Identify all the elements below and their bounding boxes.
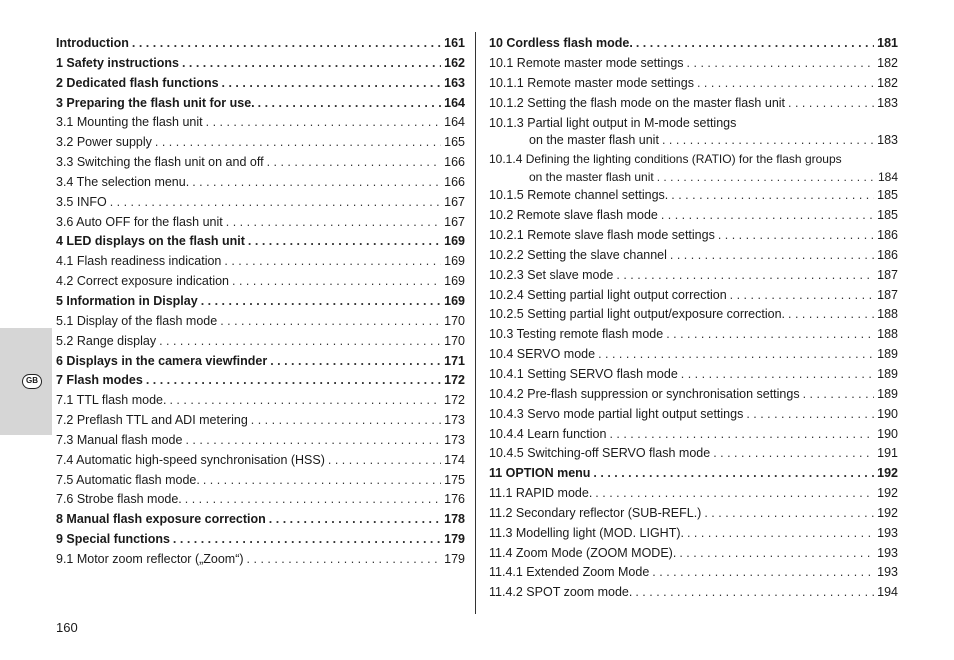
toc-entry[interactable] [56, 530, 465, 550]
toc-entry[interactable] [56, 431, 465, 451]
leader-dots [598, 345, 874, 365]
toc-entry-page: 173 [444, 432, 465, 447]
toc-entry[interactable] [489, 444, 898, 464]
toc-entry[interactable] [489, 484, 898, 504]
toc-entry-page: 189 [877, 386, 898, 401]
leader-dots [635, 583, 874, 603]
leader-dots [248, 232, 441, 252]
leader-dots [595, 484, 874, 504]
leader-dots [681, 365, 874, 385]
toc-entry-title: 7.2 Preflash TTL and ADI metering [56, 413, 248, 428]
toc-entry-page: 161 [444, 36, 465, 50]
leader-dots [788, 305, 874, 325]
leader-dots [713, 444, 874, 464]
leader-dots [730, 286, 874, 306]
toc-entry-title: 8 Manual flash exposure correction [56, 512, 266, 527]
toc-entry[interactable] [56, 391, 465, 411]
toc-entry[interactable] [56, 451, 465, 471]
toc-entry[interactable] [489, 365, 898, 385]
toc-entry-page: 186 [877, 228, 898, 243]
toc-entry-title: 9 Special functions [56, 532, 170, 547]
toc-entry-page: 188 [877, 327, 898, 342]
toc-entry-page: 187 [877, 267, 898, 282]
leader-dots [201, 292, 441, 312]
leader-dots [182, 54, 441, 74]
toc-entry[interactable] [56, 312, 465, 332]
toc-entry-title: 9.1 Motor zoom reflector („Zoom“) [56, 551, 244, 566]
toc-entry-title: 3.2 Power supply [56, 135, 152, 150]
toc-entry-page: 192 [877, 505, 898, 520]
toc-entry-page: 186 [877, 247, 898, 262]
leader-dots [110, 193, 441, 213]
toc-entry-title: 11.1 RAPID mode. [489, 486, 593, 501]
toc-entry-page: 176 [444, 492, 465, 507]
toc-entry-page: 171 [444, 353, 465, 368]
leader-dots [652, 563, 874, 583]
leader-dots [267, 153, 442, 173]
toc-entry-page: 184 [877, 170, 898, 185]
leader-dots [203, 471, 441, 491]
leader-dots [679, 544, 874, 564]
toc-entry-title: 10.1.2 Setting the flash mode on the master flash unit [489, 95, 786, 110]
toc-entry-title: Introduction [56, 36, 129, 50]
toc-entry-page: 193 [877, 565, 898, 580]
toc-entry-title: 10 Cordless flash mode. [489, 36, 633, 50]
leader-dots [746, 405, 874, 425]
toc-entry-page: 189 [877, 347, 898, 362]
toc-entry-title: 10.4 SERVO mode [489, 347, 596, 362]
leader-dots [657, 168, 875, 186]
toc-entry-page: 164 [444, 115, 465, 130]
toc-entry[interactable] [56, 550, 465, 570]
toc-entry-title: 5 Information in Display [56, 293, 198, 308]
toc-entry[interactable] [489, 54, 898, 74]
toc-entry-title: 7 Flash modes [56, 373, 143, 388]
toc-entry-page: 169 [444, 274, 465, 289]
leader-dots [222, 74, 442, 94]
toc-entry[interactable] [56, 213, 465, 233]
toc-entry-title: 6 Displays in the camera viewfinder [56, 353, 268, 368]
toc-entry[interactable] [489, 405, 898, 425]
toc-entry[interactable] [489, 524, 898, 544]
toc-entry[interactable] [56, 54, 465, 74]
leader-dots [636, 34, 874, 54]
toc-entry-page: 162 [444, 55, 465, 70]
leader-dots [185, 431, 441, 451]
toc-entry[interactable] [56, 94, 465, 114]
leader-dots [269, 510, 441, 530]
toc-entry[interactable] [56, 173, 465, 193]
toc-entry[interactable] [489, 385, 898, 405]
toc-entry-page: 179 [444, 551, 465, 566]
toc-entry[interactable] [56, 510, 465, 530]
leader-dots [328, 451, 441, 471]
toc-entry[interactable] [56, 332, 465, 352]
leader-dots [251, 411, 441, 431]
toc-entry-page: 179 [444, 532, 465, 547]
toc-entry-title: 4.2 Correct exposure indication [56, 274, 230, 289]
toc-entry-title: 4.1 Flash readiness indication [56, 254, 222, 269]
toc-entry-page: 187 [877, 287, 898, 302]
toc-entry[interactable] [489, 266, 898, 286]
toc-entry[interactable] [489, 544, 898, 564]
leader-dots [704, 504, 874, 524]
toc-entry-page: 166 [444, 155, 465, 170]
toc-entry-title-cont: on the master flash unit [529, 170, 654, 185]
toc-entry-page: 190 [877, 406, 898, 421]
toc-entry[interactable] [56, 490, 465, 510]
toc-entry-title: 7.3 Manual flash mode [56, 432, 183, 447]
toc-entry-title: 11 OPTION menu [489, 466, 591, 481]
toc-entry[interactable] [56, 232, 465, 252]
leader-dots [159, 332, 441, 352]
toc-entry-title: 5.2 Range display [56, 333, 157, 348]
toc-entry-title: 10.1.5 Remote channel settings. [489, 188, 669, 203]
toc-entry[interactable] [56, 371, 465, 391]
toc-entry-title: 3.6 Auto OFF for the flash unit [56, 214, 223, 229]
toc-entry-title: 10.1.1 Remote master mode settings [489, 75, 694, 90]
toc-entry[interactable] [489, 425, 898, 445]
toc-entry-page: 182 [877, 55, 898, 70]
toc-entry-title: 2 Dedicated flash functions [56, 75, 219, 90]
toc-entry-title: 11.2 Secondary reflector (SUB-REFL.) [489, 505, 702, 520]
toc-entry[interactable] [56, 74, 465, 94]
toc-entry-title: 10.2.3 Set slave mode [489, 267, 614, 282]
toc-entry[interactable] [489, 226, 898, 246]
toc-entry-page: 169 [444, 254, 465, 269]
toc-entry[interactable] [56, 153, 465, 173]
toc-entry[interactable] [56, 133, 465, 153]
toc-entry-page: 169 [444, 293, 465, 308]
toc-entry-title: 11.4 Zoom Mode (ZOOM MODE). [489, 545, 677, 560]
toc-entry-title: 10.4.4 Learn function [489, 426, 607, 441]
page-number: 160 [56, 620, 78, 635]
toc-entry[interactable] [489, 504, 898, 524]
toc-entry-title: 10.2.1 Remote slave flash mode settings [489, 228, 715, 243]
toc-entry[interactable] [56, 352, 465, 372]
toc-entry-page: 175 [444, 472, 465, 487]
toc-entry-title: 10.1.4 Defining the lighting conditions (RATIO) for the flash groups [489, 152, 842, 167]
toc-entry-title: 11.3 Modelling light (MOD. LIGHT). [489, 525, 684, 540]
toc-right-column [489, 34, 898, 603]
toc-entry-page: 164 [444, 95, 465, 110]
toc-entry-title: 10.2 Remote slave flash mode [489, 208, 658, 223]
toc-entry-page: 167 [444, 194, 465, 209]
language-badge: GB [22, 374, 42, 389]
toc-entry-page: 190 [877, 426, 898, 441]
toc-entry-title: 10.1.3 Partial light output in M-mode settings [489, 116, 737, 131]
toc-entry-page: 173 [444, 413, 465, 428]
toc-entry-page: 169 [444, 234, 465, 249]
toc-entry[interactable] [56, 193, 465, 213]
toc-entry[interactable] [489, 74, 898, 94]
toc-entry-title: 3.3 Switching the flash unit on and off [56, 155, 264, 170]
leader-dots [662, 131, 874, 149]
leader-dots [206, 113, 442, 133]
toc-entry[interactable] [56, 471, 465, 491]
toc-entry-title: 10.4.1 Setting SERVO flash mode [489, 366, 678, 381]
toc-entry[interactable] [489, 186, 898, 206]
toc-entry-page: 172 [444, 393, 465, 408]
toc-entry-page: 167 [444, 214, 465, 229]
toc-entry-page: 174 [444, 452, 465, 467]
leader-dots [270, 352, 441, 372]
toc-entry[interactable] [489, 563, 898, 583]
toc-entry[interactable] [56, 113, 465, 133]
toc-entry-title: 10.3 Testing remote flash mode [489, 327, 664, 342]
toc-entry[interactable] [489, 583, 898, 603]
leader-dots [220, 312, 441, 332]
leader-dots [232, 272, 441, 292]
toc-entry[interactable] [56, 272, 465, 292]
toc-multiline-entry[interactable] [489, 151, 898, 186]
toc-entry-title: 7.4 Automatic high-speed synchronisation (HSS) [56, 452, 325, 467]
toc-entry-page: 193 [877, 545, 898, 560]
leader-dots [661, 206, 874, 226]
toc-entry-page: 185 [877, 188, 898, 203]
toc-entry-page: 178 [444, 512, 465, 527]
leader-dots [593, 464, 874, 484]
toc-entry[interactable] [489, 325, 898, 345]
leader-dots [803, 385, 875, 405]
toc-entry-title: 3.5 INFO [56, 194, 107, 209]
toc-entry-title: 3.4 The selection menu. [56, 174, 190, 189]
toc-entry-title-cont: on the master flash unit [529, 133, 659, 148]
leader-dots [185, 490, 441, 510]
leader-dots [226, 213, 441, 233]
toc-entry-page: 172 [444, 373, 465, 388]
toc-entry[interactable] [489, 206, 898, 226]
toc-entry-page: 188 [877, 307, 898, 322]
toc-entry[interactable] [489, 246, 898, 266]
toc-entry-title: 10.2.4 Setting partial light output correction [489, 287, 727, 302]
toc-entry-page: 165 [444, 135, 465, 150]
toc-entry-page: 170 [444, 333, 465, 348]
leader-dots [616, 266, 874, 286]
toc-entry-title: 10.4.2 Pre-flash suppression or synchronisation settings [489, 386, 800, 401]
leader-dots [666, 325, 874, 345]
leader-dots [788, 94, 874, 114]
leader-dots [146, 371, 441, 391]
toc-entry-title: 10.2.2 Setting the slave channel [489, 247, 667, 262]
toc-entry-title: 1 Safety instructions [56, 55, 179, 70]
toc-entry-page: 182 [877, 75, 898, 90]
toc-entry-title: 10.4.5 Switching-off SERVO flash mode [489, 446, 711, 461]
toc-entry-title: 11.4.2 SPOT zoom mode. [489, 585, 633, 600]
toc-entry-title: 7.1 TTL flash mode. [56, 393, 167, 408]
toc-entry[interactable] [56, 252, 465, 272]
toc-entry-title: 5.1 Display of the flash mode [56, 313, 218, 328]
leader-dots [169, 391, 441, 411]
toc-entry[interactable] [489, 34, 898, 54]
toc-entry[interactable] [489, 94, 898, 114]
toc-entry-title: 10.4.3 Servo mode partial light output settings [489, 406, 744, 421]
toc-entry-title: 10.2.5 Setting partial light output/exposure correction. [489, 307, 786, 322]
toc-entry-page: 183 [877, 95, 898, 110]
toc-left-column [56, 34, 465, 570]
toc-entry-title: 7.6 Strobe flash mode. [56, 492, 182, 507]
toc-entry-title: 11.4.1 Extended Zoom Mode [489, 565, 650, 580]
leader-dots [718, 226, 874, 246]
leader-dots [173, 530, 441, 550]
leader-dots [132, 34, 441, 54]
leader-dots [155, 133, 441, 153]
leader-dots [670, 246, 874, 266]
toc-entry-page: 163 [444, 75, 465, 90]
toc-entry-title: 7.5 Automatic flash mode. [56, 472, 200, 487]
toc-entry-title: 3.1 Mounting the flash unit [56, 115, 203, 130]
toc-entry[interactable] [489, 345, 898, 365]
leader-dots [687, 54, 875, 74]
leader-dots [258, 94, 441, 114]
leader-dots [224, 252, 441, 272]
column-divider [475, 32, 476, 614]
leader-dots [192, 173, 441, 193]
toc-entry-page: 194 [877, 585, 898, 600]
toc-entry[interactable] [56, 34, 465, 54]
toc-entry-title: 3 Preparing the flash unit for use. [56, 95, 255, 110]
leader-dots [247, 550, 442, 570]
toc-entry[interactable] [489, 464, 898, 484]
toc-entry-page: 170 [444, 313, 465, 328]
toc-entry[interactable] [56, 292, 465, 312]
leader-dots [671, 186, 874, 206]
leader-dots [697, 74, 874, 94]
toc-entry-page: 189 [877, 366, 898, 381]
leader-dots [687, 524, 874, 544]
toc-entry-page: 193 [877, 525, 898, 540]
toc-entry-page: 191 [877, 446, 898, 461]
toc-entry-page: 181 [877, 36, 898, 50]
toc-entry-page: 183 [877, 133, 898, 148]
toc-entry[interactable] [56, 411, 465, 431]
leader-dots [609, 425, 874, 445]
toc-entry-title: 4 LED displays on the flash unit [56, 234, 245, 249]
toc-entry[interactable] [489, 286, 898, 306]
toc-entry-page: 166 [444, 174, 465, 189]
toc-entry-title: 10.1 Remote master mode settings [489, 55, 684, 70]
toc-entry-page: 185 [877, 208, 898, 223]
toc-entry-page: 192 [877, 486, 898, 501]
toc-entry[interactable] [489, 305, 898, 325]
toc-entry-page: 192 [877, 466, 898, 481]
toc-multiline-entry[interactable] [489, 115, 898, 149]
